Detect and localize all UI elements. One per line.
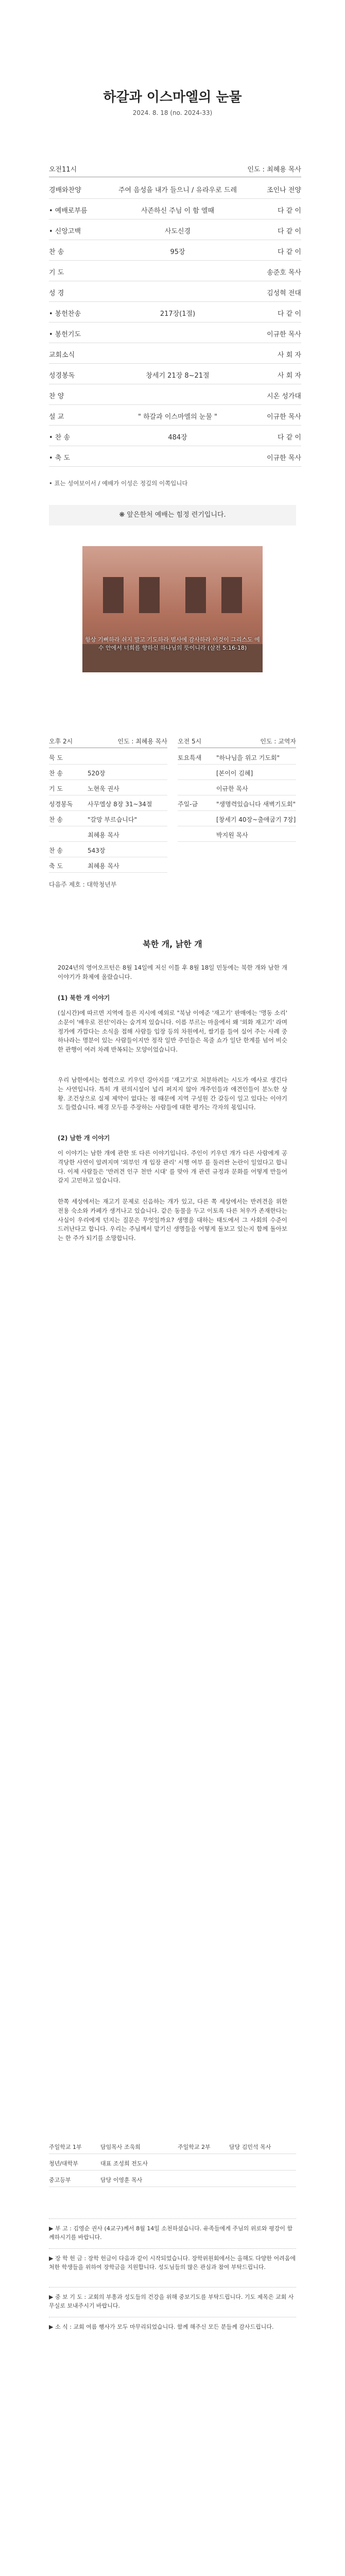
afternoon-row xyxy=(49,796,167,811)
worship-row-label: • 봉헌찬송 xyxy=(49,310,81,318)
worship-row xyxy=(49,198,301,219)
worship-row-person: 다 같 이 xyxy=(278,248,301,256)
sermon-paragraph: 이 이야기는 남한 개에 관한 또 다른 이야기입니다. 주인이 키우던 개가 다른 사람에게 공격당한 사연이 알려지며 '외부인 개 입장 관리' 시행 여부 를 둘러싼 논란이 일었다고 합니다. 이제 사람들은 '반려견 인구 천만 시대' 를 맞아 개 관련 규정과 문화를 어떻게 만들어 갈지 고민하고 있습니다. xyxy=(58,1149,287,1184)
worship-time: 오전11시 xyxy=(49,166,77,174)
bulletin-date: 2024. 8. 18 (no. 2024-33) xyxy=(132,109,213,116)
minister-left-label: 중고등부 xyxy=(49,2177,71,2183)
worship-row-person: 김성혁 전대 xyxy=(267,290,301,297)
dawn-row-value: [본이이 김혜] xyxy=(216,770,253,777)
afternoon-time: 오후 2시 xyxy=(49,738,73,745)
worship-row-person: 다 같 이 xyxy=(278,228,301,235)
worship-row-label: • 축 도 xyxy=(49,454,71,462)
afternoon-row-label: 기 도 xyxy=(49,785,63,792)
worship-row xyxy=(49,425,301,446)
worship-row-person: 이규한 목사 xyxy=(267,454,301,462)
next-week-note: 다음주 제호 : 대학청년부 xyxy=(49,881,117,888)
afternoon-row xyxy=(49,858,167,873)
dawn-row-value: "하나님을 위고 기도회" xyxy=(216,754,280,761)
sermon-title: 북한 개, 낡한 개 xyxy=(143,939,202,949)
worship-row-content: 창세기 21장 8~21절 xyxy=(146,372,210,380)
minister-left-label: 주일학교 1부 xyxy=(49,2144,82,2150)
worship-row-label: • 찬 송 xyxy=(49,434,71,442)
sermon-subheading: (2) 남한 개 이야기 xyxy=(58,1134,110,1142)
afternoon-row xyxy=(49,750,167,765)
worship-row-label: 교회소식 xyxy=(49,351,75,359)
worship-row-label: 찬 양 xyxy=(49,393,64,400)
worship-row-label: • 봉헌기도 xyxy=(49,331,81,338)
worship-row xyxy=(49,343,301,364)
sermon-paragraph: 우리 남한에서는 협력으로 키우던 강아지를 '재고기'로 처분하려는 시도가 예사로 생긴다는 사연입니다. 특히 개 편의시설이 널리 퍼지지 않아 개주인들과 애견인들이 분노한 상황. 조건상으로 실제 제약이 없다는 점 때문에 지역 구성원 간 갈등이 일고 있다는 이야기도 들렸습니다. 배경 모두를 주장하는 사람들에 대한 평가는 각자의 몫입니다. xyxy=(58,1076,287,1111)
worship-row-label: • 신앙고백 xyxy=(49,228,81,235)
worship-leader: 인도 : 최혜용 목사 xyxy=(247,166,301,174)
afternoon-row-label: 축 도 xyxy=(49,862,63,870)
dawn-row-label: 토요특새 xyxy=(178,754,202,761)
afternoon-row-value: 543장 xyxy=(88,847,106,854)
dawn-time: 오전 5시 xyxy=(178,738,202,745)
minister-row xyxy=(49,2171,296,2187)
afternoon-row-label: 찬 송 xyxy=(49,847,63,854)
dawn-leader: 인도 : 교역자 xyxy=(260,738,296,745)
worship-header xyxy=(49,164,301,177)
dawn-row xyxy=(178,750,296,765)
dawn-row xyxy=(178,827,296,842)
afternoon-row xyxy=(49,827,167,842)
afternoon-row-value: 사무엘상 8장 31~34절 xyxy=(88,801,152,808)
worship-row-person: 사 회 자 xyxy=(278,351,301,359)
minister-row xyxy=(49,2138,296,2154)
afternoon-row-value: 최혜용 목사 xyxy=(88,832,119,839)
worship-row xyxy=(49,178,301,199)
afternoon-row-label: 묵 도 xyxy=(49,754,63,761)
worship-row-content: 217장(1절) xyxy=(160,310,196,318)
worship-row-content: 주여 음성을 내가 들으니 / 유라우로 드레 xyxy=(118,187,237,194)
worship-row-person: 다 같 이 xyxy=(278,310,301,318)
minister-left-value: 담당 이영훈 목사 xyxy=(100,2177,143,2183)
news-item: ▶ 부 고 : 김영순 권사 (4교구)께서 8월 14일 소천하셨습니다. 유족들에게 주님의 위로와 평강이 함께하시기를 바랍니다. xyxy=(49,2218,296,2242)
dawn-row xyxy=(178,796,296,811)
worship-row-content: " 하갈과 이스마엘의 눈물 " xyxy=(137,413,218,421)
worship-row-content: 사도신경 xyxy=(164,228,191,235)
minister-right-value: 담당 김민석 목사 xyxy=(229,2144,271,2150)
worship-row-label: 성경봉독 xyxy=(49,372,75,380)
minister-row xyxy=(49,2155,296,2171)
worship-row xyxy=(49,446,301,467)
worship-row xyxy=(49,219,301,240)
worship-row-person: 다 같 이 xyxy=(278,207,301,215)
photo-caption: 항상 기뻐하라 쉬지 말고 기도하라 범사에 감사하라 이것이 그리스도 예수 안에서 너희를 향하신 하나님의 뜻이니라 (살전 5:16-18) xyxy=(85,636,260,651)
worship-row xyxy=(49,260,301,281)
minister-right-label: 주일학교 2부 xyxy=(178,2144,211,2150)
minister-left-label: 청년/대학부 xyxy=(49,2160,78,2167)
afternoon-row xyxy=(49,781,167,795)
dawn-row xyxy=(178,765,296,780)
worship-row xyxy=(49,322,301,343)
afternoon-row-value: 최혜용 목사 xyxy=(88,862,119,870)
worship-row xyxy=(49,363,301,384)
worship-row xyxy=(49,301,301,323)
sermon-paragraph: 한쪽 세상에서는 재고기 문제로 신음하는 개가 있고, 다른 쪽 세상에서는 반려견을 위한 전용 숙소와 카페가 생겨나고 있습니다. 같은 동물을 두고 이토록 다른 처우가 존재한다는 사실이 우리에게 던지는 질문은 무엇일까요? 생명을 대하는 태도에서 그 사회의 수준이 드러난다고 합니다. 우리는 주님께서 맡기신 생명들을 어떻게 돌보고 있는지 함께 돌아보는 한 주가 되기를 소망합니다. xyxy=(58,1198,287,1242)
dawn-row xyxy=(178,781,296,795)
page-title: 하갈과 이스마엘의 눈물 xyxy=(103,90,242,105)
minister-left-value: 담임목사 조욱희 xyxy=(100,2144,141,2150)
dawn-row xyxy=(178,811,296,826)
afternoon-row-label: 성경봉독 xyxy=(49,801,73,808)
worship-note: • 표는 성여보이서 / 예배가 이성은 정깊의 이쪽입니다 xyxy=(49,480,188,487)
dawn-header xyxy=(178,737,296,748)
news-item: ▶ 장 학 헌 금 : 장학 헌금이 다음과 같이 시작되었습니다. 장학위원회에서는 올해도 다양한 어려움에 처한 학생들을 위하여 장학금을 지원합니다. 성도님들의 많은 관심과 참여 부탁드립니다. xyxy=(49,2248,296,2272)
afternoon-row-value: 520장 xyxy=(88,770,106,777)
afternoon-row-label: 찬 송 xyxy=(49,816,63,823)
worship-row xyxy=(49,281,301,302)
worship-row-label: 기 도 xyxy=(49,269,64,277)
worship-row-label: 경배와찬양 xyxy=(49,187,81,194)
worship-row-label: 설 교 xyxy=(49,413,64,421)
worship-row-person: 사 회 자 xyxy=(278,372,301,380)
dawn-row-value: 이규한 목사 xyxy=(216,785,248,792)
afternoon-row-value: 노현욱 권사 xyxy=(88,785,119,792)
news-item: ▶ 중 보 기 도 : 교회의 부흥과 성도들의 건강을 위해 중보기도를 부탁드립니다. 기도 제목은 교회 사무실로 보내주시기 바랍니다. xyxy=(49,2287,296,2310)
dawn-row-value: [창세기 40장~출애굽기 7장] xyxy=(216,816,296,823)
worship-row xyxy=(49,384,301,405)
afternoon-leader: 인도 : 최혜용 목사 xyxy=(117,738,167,745)
sermon-paragraph: 2024년의 영어오프턴은 8월 14일에 저신 이틀 후 8월 18일 민둥에는 북한 개와 남한 개 이야기가 화제에 올랐습니다. xyxy=(58,964,287,980)
worship-row-person: 송준호 목사 xyxy=(267,269,301,277)
afternoon-row xyxy=(49,842,167,857)
dawn-row-value: "생명력있습니다 새벽기도회" xyxy=(216,801,296,808)
afternoon-row-value: "갈망 부르습니다" xyxy=(88,816,137,823)
minister-left-value: 대표 조성희 전도사 xyxy=(100,2160,148,2167)
worship-row-person: 이규한 목사 xyxy=(267,413,301,421)
worship-row xyxy=(49,240,301,261)
worship-row-person: 시온 성가대 xyxy=(267,393,301,400)
sermon-subheading: (1) 북한 개 이야기 xyxy=(58,994,110,1002)
afternoon-row-label: 찬 송 xyxy=(49,770,63,777)
afternoon-row xyxy=(49,811,167,826)
afternoon-header xyxy=(49,737,167,748)
worship-row xyxy=(49,404,301,426)
church-photo xyxy=(82,546,263,672)
worship-row-content: 사존하신 주님 이 함 엘때 xyxy=(141,207,215,215)
worship-row-content: 95장 xyxy=(170,248,185,256)
news-item: ▶ 소 식 : 교회 여름 행사가 모두 마무리되었습니다. 함께 해주신 모든 분들께 감사드립니다. xyxy=(49,2317,296,2331)
worship-row-person: 조인나 전양 xyxy=(267,187,301,194)
dawn-row-value: 박지원 목사 xyxy=(216,832,248,839)
worship-row-person: 다 같 이 xyxy=(278,434,301,442)
worship-banner: ❋ 앞은한처 예배는 힘정 련기입니다. xyxy=(49,505,296,526)
sermon-paragraph: (실시간)에 따르면 지역에 들른 지시에 예외로 "북남 이에준 '재고기' 판매에는 '명동 소리' 소문이 '배우로 전선'이라는 숨겨져 있습니다. 이름 부르는 마을에서 왜 '외화 재고기' 라며 정가에 가깝다는 소식을 접해 사람들 입장 등의 차원에서, 쌀기를 들여 실어 주는 사례 중 하나라는 명분이 있는 사람들이지만 정작 일반 주민들은 목줄 쇼가 일단 한계를 넘어 비슷한 관행이 여러 차례 반복되는 모양이었습니다. xyxy=(58,1009,287,1054)
dawn-row-label: 주일-금 xyxy=(178,801,198,808)
worship-row-person: 이규한 목사 xyxy=(267,331,301,338)
worship-row-label: 찬 송 xyxy=(49,248,64,256)
worship-row-label: • 예배로부름 xyxy=(49,207,88,215)
afternoon-row xyxy=(49,765,167,780)
worship-row-content: 484장 xyxy=(168,434,187,442)
worship-row-label: 성 경 xyxy=(49,290,64,297)
